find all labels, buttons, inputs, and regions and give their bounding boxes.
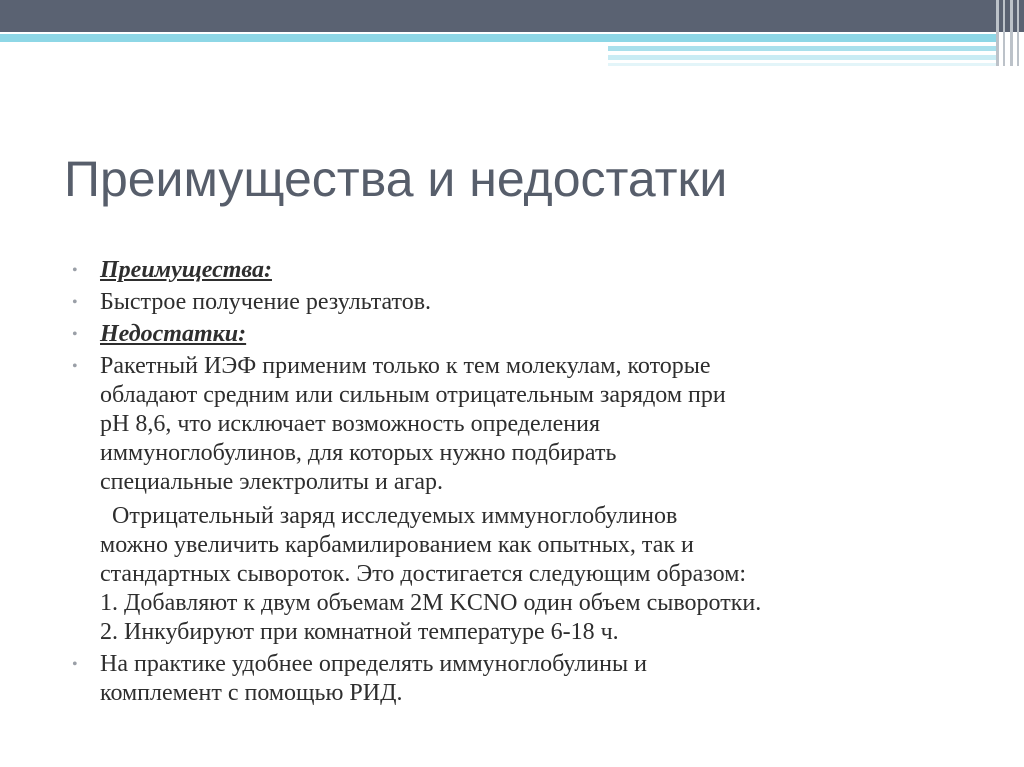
advantage-text: Быстрое получение результатов. [100,289,432,315]
bullet-disadvantages-heading [72,320,972,349]
bullet-dot-icon: • [72,326,78,343]
accent-line-faint [608,63,996,66]
disadvantages-heading: Недостатки: [100,321,247,347]
bullet-advantages-heading [72,256,972,285]
accent-line-middle [608,46,996,51]
bullet-advantage-1 [72,288,972,317]
bullet-practice [72,650,972,708]
text-line: можно увеличить карбамилированием как опытных, так и [100,532,694,558]
bullet-disadvantage-1 [72,352,972,647]
bullet-dot-icon: • [72,656,78,673]
bullet-dot-icon: • [72,358,78,375]
text-line: иммуноглобулинов, для которых нужно подбирать [100,440,617,466]
accent-line-top [0,34,996,42]
text-line: 2. Инкубируют при комнатной температуре 6-18 ч. [100,619,619,645]
text-line: рН 8,6, что исключает возможность определения [100,411,600,437]
text-line: стандартных сывороток. Это достигается следующим образом: [100,561,747,587]
text-line: Ракетный ИЭФ применим только к тем молекулам, которые [100,353,711,379]
header-bar [0,0,1024,32]
accent-line-bottom [608,55,996,60]
text-line: обладают средним или сильным отрицательным зарядом при [100,382,726,408]
text-line: комплемент с помощью РИД. [100,680,403,706]
bullet-dot-icon: • [72,294,78,311]
text-line: специальные электролиты и агар. [100,469,443,495]
text-line: На практике удобнее определять иммуноглобулины и [100,651,647,677]
bullet-list [72,256,972,708]
text-line: Отрицательный заряд исследуемых иммуноглобулинов [112,503,678,529]
slide-title: Преимущества и недостатки [64,151,728,207]
bullet-dot-icon: • [72,262,78,279]
advantages-heading: Преимущества: [100,257,272,283]
text-line: 1. Добавляют к двум объемам 2М KCNO один объем сыворотки. [100,590,762,616]
